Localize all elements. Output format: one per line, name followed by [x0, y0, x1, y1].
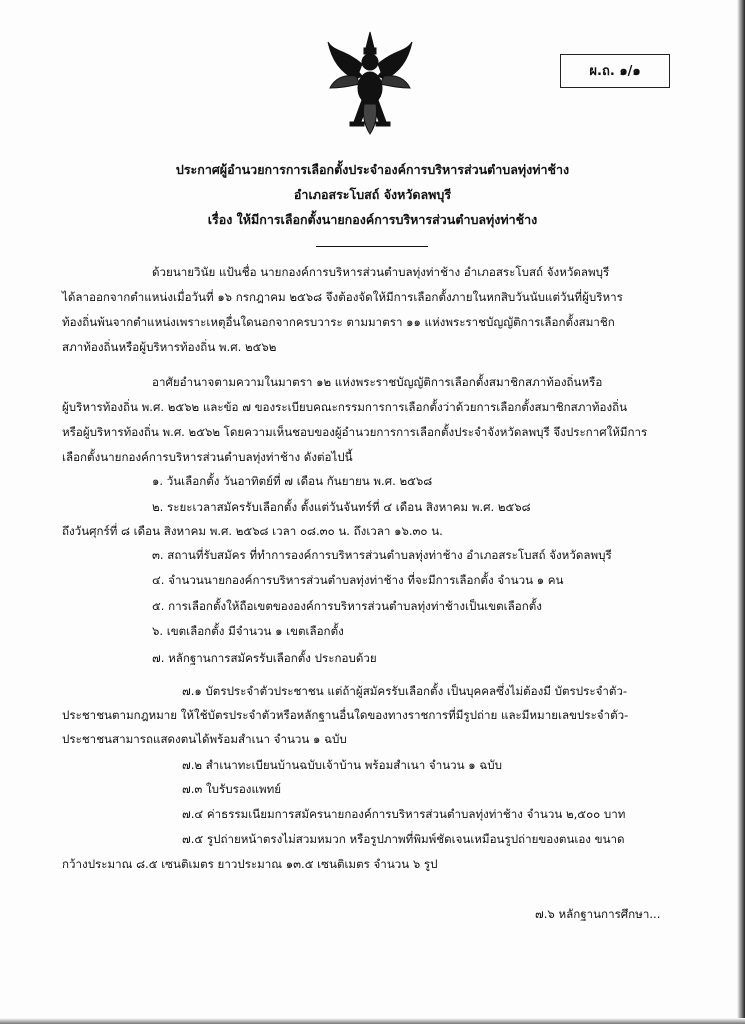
title-line-2: อำเภอสระโบสถ์ จังหวัดลพบุรี: [293, 187, 452, 202]
subitem-7-4: ๗.๔ ค่าธรรมเนียมการสมัครนายกองค์การบริหารส่วนตำบลทุ่งท่าช้าง จำนวน ๒,๕๐๐ บาท: [182, 807, 626, 821]
garuda-emblem: [326, 30, 414, 138]
subitem-7-3: ๗.๓ ใบรับรองแพทย์: [182, 782, 282, 796]
subitem-7-2: ๗.๒ สำเนาทะเบียนบ้านฉบับเจ้าบ้าน พร้อมสำเนา จำนวน ๑ ฉบับ: [182, 758, 502, 772]
para1-line-2: ได้ลาออกจากตำแหน่งเมื่อวันที่ ๑๖ กรกฎาคม ๒๕๖๘ จึงต้องจัดให้มีการเลือกตั้งภายในหกสิบวันนับแต่วันที่ผู้บริหาร: [62, 290, 623, 304]
item-5: ๕. การเลือกตั้งให้ถือเขตขององค์การบริหารส่วนตำบลทุ่งท่าช้างเป็นเขตเลือกตั้ง: [152, 599, 542, 613]
para1-line-4: สภาท้องถิ่นหรือผู้บริหารท้องถิ่น พ.ศ. ๒๕๖๒: [62, 340, 277, 354]
para1-line-1: ด้วยนายวินัย แป้นชื่อ นายกองค์การบริหารส่วนตำบลทุ่งท่าช้าง อำเภอสระโบสถ์ จังหวัดลพบุรี: [152, 265, 610, 279]
subitem-7-1-line-3: ประชาชนสามารถแสดงตนได้พร้อมสำเนา จำนวน ๑ ฉบับ: [62, 732, 347, 746]
scan-edge-shadow: [737, 0, 745, 1024]
title-line-1: ประกาศผู้อำนวยการการเลือกตั้งประจำองค์การบริหารส่วนตำบลทุ่งท่าช้าง: [175, 162, 570, 177]
form-code-box: ผ.ถ. ๑/๑: [560, 54, 670, 88]
item-2-line-1: ๒. ระยะเวลาสมัครรับเลือกตั้ง ตั้งแต่วันจันทร์ที่ ๔ เดือน สิงหาคม พ.ศ. ๒๕๖๘: [152, 500, 531, 514]
scan-bottom-shadow: [0, 1018, 745, 1024]
continued-marker: ๗.๖ หลักฐานการศึกษา...: [535, 907, 661, 921]
para2-line-3: หรือผู้บริหารท้องถิ่น พ.ศ. ๒๕๖๒ โดยความเห็นชอบของผู้อำนวยการการเลือกตั้งประจำจังหวัดลพบุรี จึงประกาศให้มีการ: [62, 425, 648, 439]
title-line-3: เรื่อง ให้มีการเลือกตั้งนายกองค์การบริหารส่วนตำบลทุ่งท่าช้าง: [207, 212, 538, 227]
subitem-7-5-line-2: กว้างประมาณ ๘.๕ เซนติเมตร ยาวประมาณ ๑๓.๕ เซนติเมตร จำนวน ๖ รูป: [62, 857, 438, 871]
para1-line-3: ท้องถิ่นพ้นจากตำแหน่งเพราะเหตุอื่นใดนอกจากครบวาระ ตามมาตรา ๑๑ แห่งพระราชบัญญัติการเลือกตั้งสมาชิก: [62, 315, 615, 329]
item-4: ๔. จำนวนนายกองค์การบริหารส่วนตำบลทุ่งท่าช้าง ที่จะมีการเลือกตั้ง จำนวน ๑ คน: [152, 573, 564, 587]
item-1: ๑. วันเลือกตั้ง วันอาทิตย์ที่ ๗ เดือน กันยายน พ.ศ. ๒๕๖๘: [152, 474, 433, 488]
item-3: ๓. สถานที่รับสมัคร ที่ทำการองค์การบริหารส่วนตำบลทุ่งท่าช้าง อำเภอสระโบสถ์ จังหวัดลพบุรี: [152, 548, 612, 562]
item-6: ๖. เขตเลือกตั้ง มีจำนวน ๑ เขตเลือกตั้ง: [152, 624, 344, 638]
para2-line-2: ผู้บริหารท้องถิ่น พ.ศ. ๒๕๖๒ และข้อ ๗ ของระเบียบคณะกรรมการการเลือกตั้งว่าด้วยการเลือกตั้งสมาชิกสภาท้องถิ่น: [62, 400, 628, 414]
subitem-7-5-line-1: ๗.๕ รูปถ่ายหน้าตรงไม่สวมหมวก หรือรูปภาพที่พิมพ์ชัดเจนเหมือนรูปถ่ายของตนเอง ขนาด: [182, 832, 625, 846]
item-7: ๗. หลักฐานการสมัครรับเลือกตั้ง ประกอบด้วย: [152, 651, 377, 665]
subitem-7-1-line-1: ๗.๑ บัตรประจำตัวประชาชน แต่ถ้าผู้สมัครรับเลือกตั้ง เป็นบุคคลซึ่งไม่ต้องมี บัตรประจำตัว-: [182, 684, 628, 698]
para2-line-1: อาศัยอำนาจตามความในมาตรา ๑๒ แห่งพระราชบัญญัติการเลือกตั้งสมาชิกสภาท้องถิ่นหรือ: [152, 375, 603, 389]
subitem-7-1-line-2: ประชาชนตามกฎหมาย ให้ใช้บัตรประจำตัวหรือหลักฐานอื่นใดของทางราชการที่มีรูปถ่าย และมีหมายเลขประจำตัว-: [62, 708, 629, 722]
item-2-line-2: ถึงวันศุกร์ที่ ๘ เดือน สิงหาคม พ.ศ. ๒๕๖๘ เวลา ๐๘.๓๐ น. ถึงเวลา ๑๖.๓๐ น.: [62, 524, 443, 538]
para2-line-4: เลือกตั้งนายกองค์การบริหารส่วนตำบลทุ่งท่าช้าง ดังต่อไปนี้: [62, 450, 353, 464]
title-divider: [316, 246, 428, 247]
